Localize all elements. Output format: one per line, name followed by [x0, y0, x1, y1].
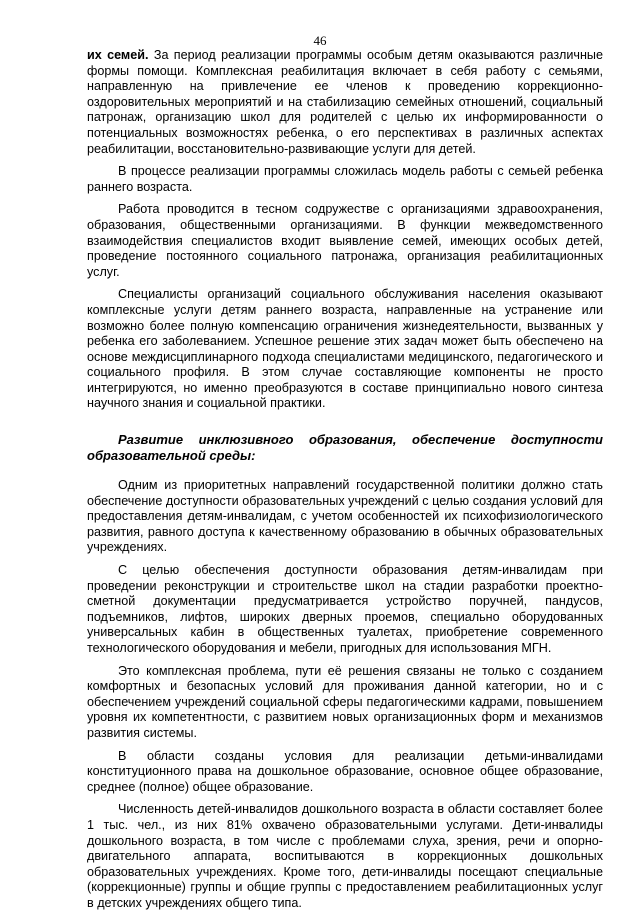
paragraph-6: С целью обеспечения доступности образования детям-инвалидам при проведении реконструкции и строительстве школ на стадии разработки проектно-сметной документации предусматривается устройство поручней, пандусов, подъемников, лифтов, широких дверных проемов, специально оборудованных универсальных кабин в общественных туалетах, приобретение современного технологического оборудования и мебели, пригодных для использования МГН. — [87, 563, 603, 655]
paragraph-1-lead: их семей. — [87, 48, 149, 62]
paragraph-5: Одним из приоритетных направлений государственной политики должно стать обеспечение доступности образовательных учреждений с целью создания условий для предоставления детям-инвалидам, с учетом особенностей их психофизиологического развития, равного доступа к качественному образованию в обычных образовательных учреждениях. — [87, 478, 603, 555]
paragraph-9: Численность детей-инвалидов дошкольного возраста в области составляет более 1 тыс. чел., из них 81% охвачено образовательными услугами. Дети-инвалиды дошкольного возраста, в том числе с проблемами слуха, зрения, речи и опорно-двигательного аппарата, воспитываются в коррекционных дошкольных образовательных учреждениях. Кроме того, дети-инвалиды посещают специальные (коррекционные) группы и общие группы с предоставлением реабилитационных услуг в детских учреждениях общего типа. — [87, 802, 603, 910]
paragraph-2: В процессе реализации программы сложилась модель работы с семьей ребенка раннего возраста. — [87, 164, 603, 194]
section-heading: Развитие инклюзивного образования, обеспечение доступности образовательной среды: — [87, 432, 603, 464]
page-number: 46 — [313, 33, 327, 48]
heading-spacer — [87, 464, 603, 478]
paragraph-7: Это комплексная проблема, пути её решения связаны не только с созданием комфортных и безопасных условий для проживания данной категории, но и с обеспечением учреждений социальной сферы педагогическими кадрами, повышением уровня их компетентности, с развитием новых организационных форм и механизмов развития системы. — [87, 663, 603, 740]
paragraph-3: Работа проводится в тесном содружестве с организациями здравоохранения, образования, общественными организациями. В функции межведомственного взаимодействия специалистов входит выявление семей, имеющих особых детей, проведение постоянного социального патронажа, организация реабилитационных услуг. — [87, 202, 603, 279]
document-body — [87, 48, 603, 912]
paragraph-1-text: За период реализации программы особым детям оказываются различные формы помощи. Комплексная реабилитация включает в себя работу с семьями, направленную на привлечение ее членов к проведению коррекционно-оздоровительных мероприятий и на стабилизацию семейных отношений, социальный патронаж, организацию школ для родителей с целью их информированности о потенциальных возможностях ребенка, о его перспективах в различных аспектах реабилитации, восстановительно-развивающие услуги для детей. — [87, 48, 603, 156]
paragraph-4: Специалисты организаций социального обслуживания населения оказывают комплексные услуги детям раннего возраста, направленные на устранение или возможно более полную компенсацию ограничения жизнедеятельности, вызванных у ребенка его заболеванием. Успешное решение этих задач может быть обеспечено на основе междисциплинарного подхода специалистами медицинского, педагогического и социального профиля. В этом случае составляющие компоненты не просто интегрируются, но именно преобразуются в составе принципиально нового синтеза научного знания и социальной практики. — [87, 287, 603, 411]
paragraph-8: В области созданы условия для реализации детьми-инвалидами конституционного права на дошкольное образование, основное общее образование, среднее (полное) общее образование. — [87, 748, 603, 794]
paragraph-1 — [87, 48, 603, 157]
